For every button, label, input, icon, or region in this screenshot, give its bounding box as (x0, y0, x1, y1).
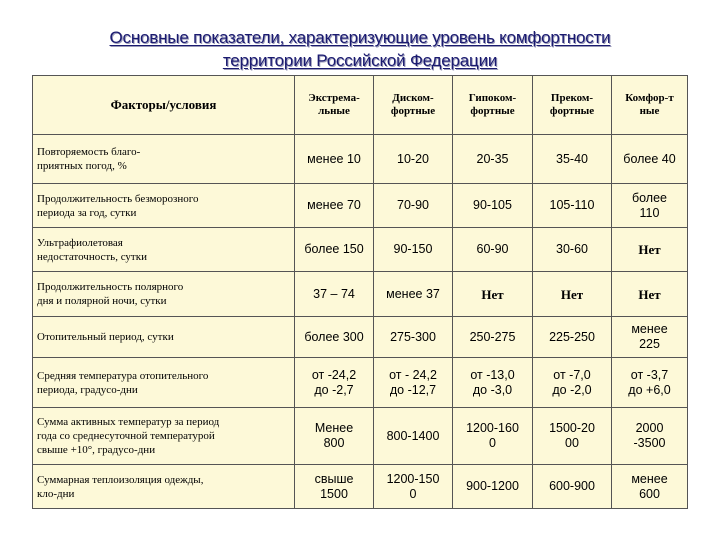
table-row (33, 408, 688, 465)
table-row (33, 135, 688, 184)
value-cell: Нет (453, 272, 533, 317)
table-row (33, 272, 688, 317)
header-discomfort: Диском- фортные (374, 76, 453, 135)
table-row (33, 228, 688, 272)
value-cell: 2000 -3500 (612, 408, 688, 465)
value-cell: 1200-150 0 (374, 465, 453, 509)
value-cell: свыше 1500 (295, 465, 374, 509)
value-cell: 105-110 (533, 184, 612, 228)
table-row (33, 184, 688, 228)
table-header-row (33, 76, 688, 135)
value-cell: 90-150 (374, 228, 453, 272)
value-cell: более 150 (295, 228, 374, 272)
factor-cell: Продолжительность безморозного периода за год, сутки (33, 184, 295, 228)
value-cell: 35-40 (533, 135, 612, 184)
value-cell: 90-105 (453, 184, 533, 228)
value-cell: менее 600 (612, 465, 688, 509)
value-cell: 600-900 (533, 465, 612, 509)
value-cell: менее 10 (295, 135, 374, 184)
value-cell: от -13,0 до -3,0 (453, 358, 533, 408)
value-cell: Нет (612, 272, 688, 317)
value-cell: 10-20 (374, 135, 453, 184)
comfort-indicators-table (32, 75, 688, 509)
factor-cell: Повторяемость благо- приятных погод, % (33, 135, 295, 184)
factor-cell: Суммарная теплоизоляция одежды, кло-дни (33, 465, 295, 509)
value-cell: 800-1400 (374, 408, 453, 465)
factor-cell: Средняя температура отопительного периода, градусо-дни (33, 358, 295, 408)
header-comfort: Комфор-т ные (612, 76, 688, 135)
value-cell: 225-250 (533, 317, 612, 358)
value-cell: от -7,0 до -2,0 (533, 358, 612, 408)
table-row (33, 465, 688, 509)
value-cell: 30-60 (533, 228, 612, 272)
header-factors: Факторы/условия (33, 76, 295, 135)
factor-cell: Ультрафиолетовая недостаточность, сутки (33, 228, 295, 272)
table-row (33, 358, 688, 408)
value-cell: 37 – 74 (295, 272, 374, 317)
value-cell: 900-1200 (453, 465, 533, 509)
value-cell: Нет (533, 272, 612, 317)
factor-cell: Сумма активных температур за период года со среднесуточной температурой свыше +10°, градусо-дни (33, 408, 295, 465)
page-title (30, 26, 690, 72)
value-cell: 60-90 (453, 228, 533, 272)
value-cell: более 110 (612, 184, 688, 228)
value-cell: 275-300 (374, 317, 453, 358)
value-cell: менее 225 (612, 317, 688, 358)
value-cell: от -3,7 до +6,0 (612, 358, 688, 408)
value-cell: 20-35 (453, 135, 533, 184)
value-cell: Нет (612, 228, 688, 272)
value-cell: 1200-160 0 (453, 408, 533, 465)
title-line-1: Основные показатели, характеризующие уровень комфортности (109, 28, 611, 47)
value-cell: 1500-20 00 (533, 408, 612, 465)
value-cell: менее 70 (295, 184, 374, 228)
value-cell: более 40 (612, 135, 688, 184)
factor-cell: Отопительный период, сутки (33, 317, 295, 358)
value-cell: от -24,2 до -2,7 (295, 358, 374, 408)
value-cell: более 300 (295, 317, 374, 358)
table-row (33, 317, 688, 358)
value-cell: Менее 800 (295, 408, 374, 465)
value-cell: менее 37 (374, 272, 453, 317)
value-cell: от - 24,2 до -12,7 (374, 358, 453, 408)
title-line-2: территории Российской Федерации (222, 51, 498, 70)
header-extreme: Экстрема- льные (295, 76, 374, 135)
value-cell: 250-275 (453, 317, 533, 358)
factor-cell: Продолжительность полярного дня и полярной ночи, сутки (33, 272, 295, 317)
header-hypocomfort: Гипоком- фортные (453, 76, 533, 135)
header-precomfort: Преком- фортные (533, 76, 612, 135)
value-cell: 70-90 (374, 184, 453, 228)
